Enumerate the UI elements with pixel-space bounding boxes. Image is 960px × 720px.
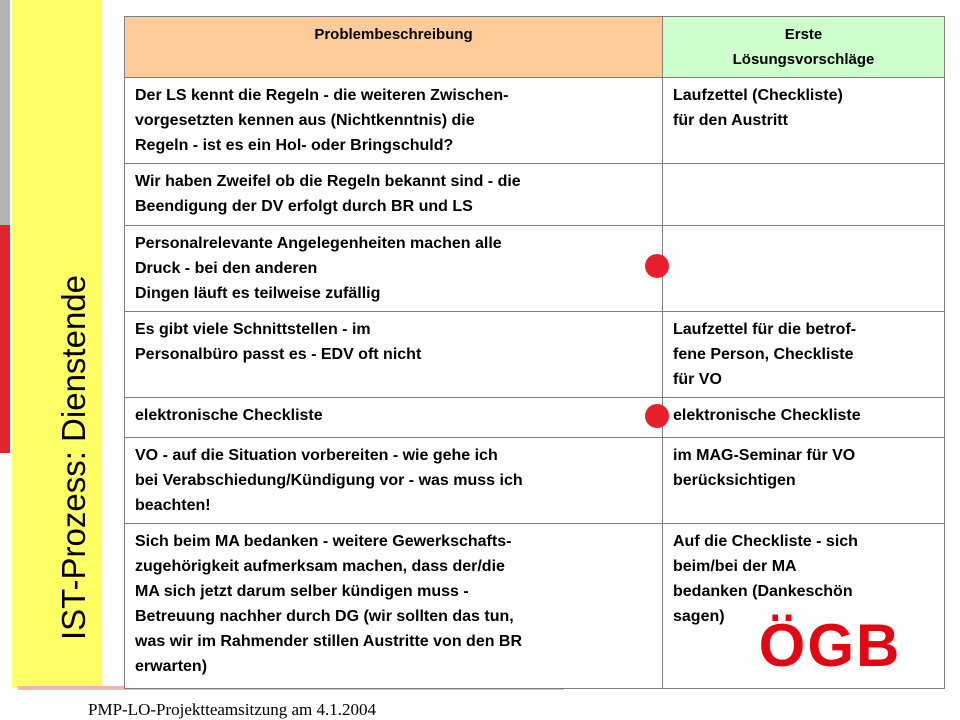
solution-cell	[663, 226, 945, 312]
left-gray-bar	[0, 0, 10, 225]
problem-text: elektronische Checkliste	[135, 407, 323, 424]
problem-text: VO - auf die Situation vorbereiten - wie gehe ich bei Verabschiedung/Kündigung vor - was muss ich beachten!	[135, 447, 523, 514]
problem-cell	[125, 164, 663, 226]
table-row	[125, 226, 945, 312]
table-header-row	[125, 17, 945, 78]
ogb-logo	[750, 610, 910, 682]
problem-text: Personalrelevante Angelegenheiten machen alle Druck - bei den anderen Dingen läuft es teilweise zufällig	[135, 235, 502, 302]
problem-cell	[125, 398, 663, 438]
problem-cell	[125, 78, 663, 164]
problem-cell	[125, 312, 663, 398]
solution-text: elektronische Checkliste	[673, 407, 861, 424]
solution-cell	[663, 312, 945, 398]
solution-cell	[663, 438, 945, 524]
footer-text: PMP-LO-Projektteamsitzung am 4.1.2004	[88, 700, 377, 719]
table-row	[125, 312, 945, 398]
problem-text: Der LS kennt die Regeln - die weiteren Zwischen- vorgesetzten kennen aus (Nichtkenntnis) die Regeln - ist es ein Hol- oder Bringschuld?	[135, 87, 509, 154]
solution-text: im MAG-Seminar für VO berücksichtigen	[673, 447, 856, 489]
problem-cell	[125, 438, 663, 524]
problem-cell	[125, 226, 663, 312]
slide-title: IST-Prozess: Dienstende	[55, 275, 92, 640]
problem-text: Wir haben Zweifel ob die Regeln bekannt sind - die Beendigung der DV erfolgt durch BR und LS	[135, 173, 521, 215]
solution-cell	[663, 164, 945, 226]
solution-text: Laufzettel (Checkliste) für den Austritt	[673, 87, 843, 129]
table-row	[125, 438, 945, 524]
header-solution-label: Erste Lösungsvorschläge	[732, 26, 875, 68]
table-row	[125, 164, 945, 226]
problem-text: Sich beim MA bedanken - weitere Gewerkschafts- zugehörigkeit aufmerksam machen, dass der/die MA sich jetzt darum selber kündigen muss - Betreuung nachher durch DG (wir sollten das tun, was wir im Rahmender stillen Austritte von den BR erwarten)	[135, 533, 523, 675]
solution-cell	[663, 398, 945, 438]
problem-text: Es gibt viele Schnittstellen - im Personalbüro passt es - EDV oft nicht	[135, 321, 422, 363]
left-red-bar	[0, 225, 10, 453]
table-row	[125, 398, 945, 438]
header-problem	[125, 17, 663, 78]
solution-text: Auf die Checkliste - sich beim/bei der MA bedanken (Dankeschön sagen)	[673, 533, 858, 625]
header-problem-label: Problembeschreibung	[314, 26, 473, 43]
table-row	[125, 78, 945, 164]
solution-cell	[663, 78, 945, 164]
problem-cell	[125, 524, 663, 689]
ogb-logo-text: ÖGB	[758, 612, 902, 679]
header-solution	[663, 17, 945, 78]
solution-text: Laufzettel für die betrof- fene Person, Checkliste für VO	[673, 321, 857, 388]
problem-solution-table	[124, 16, 945, 689]
red-dot-marker	[645, 404, 669, 428]
red-dot-marker	[645, 254, 669, 278]
